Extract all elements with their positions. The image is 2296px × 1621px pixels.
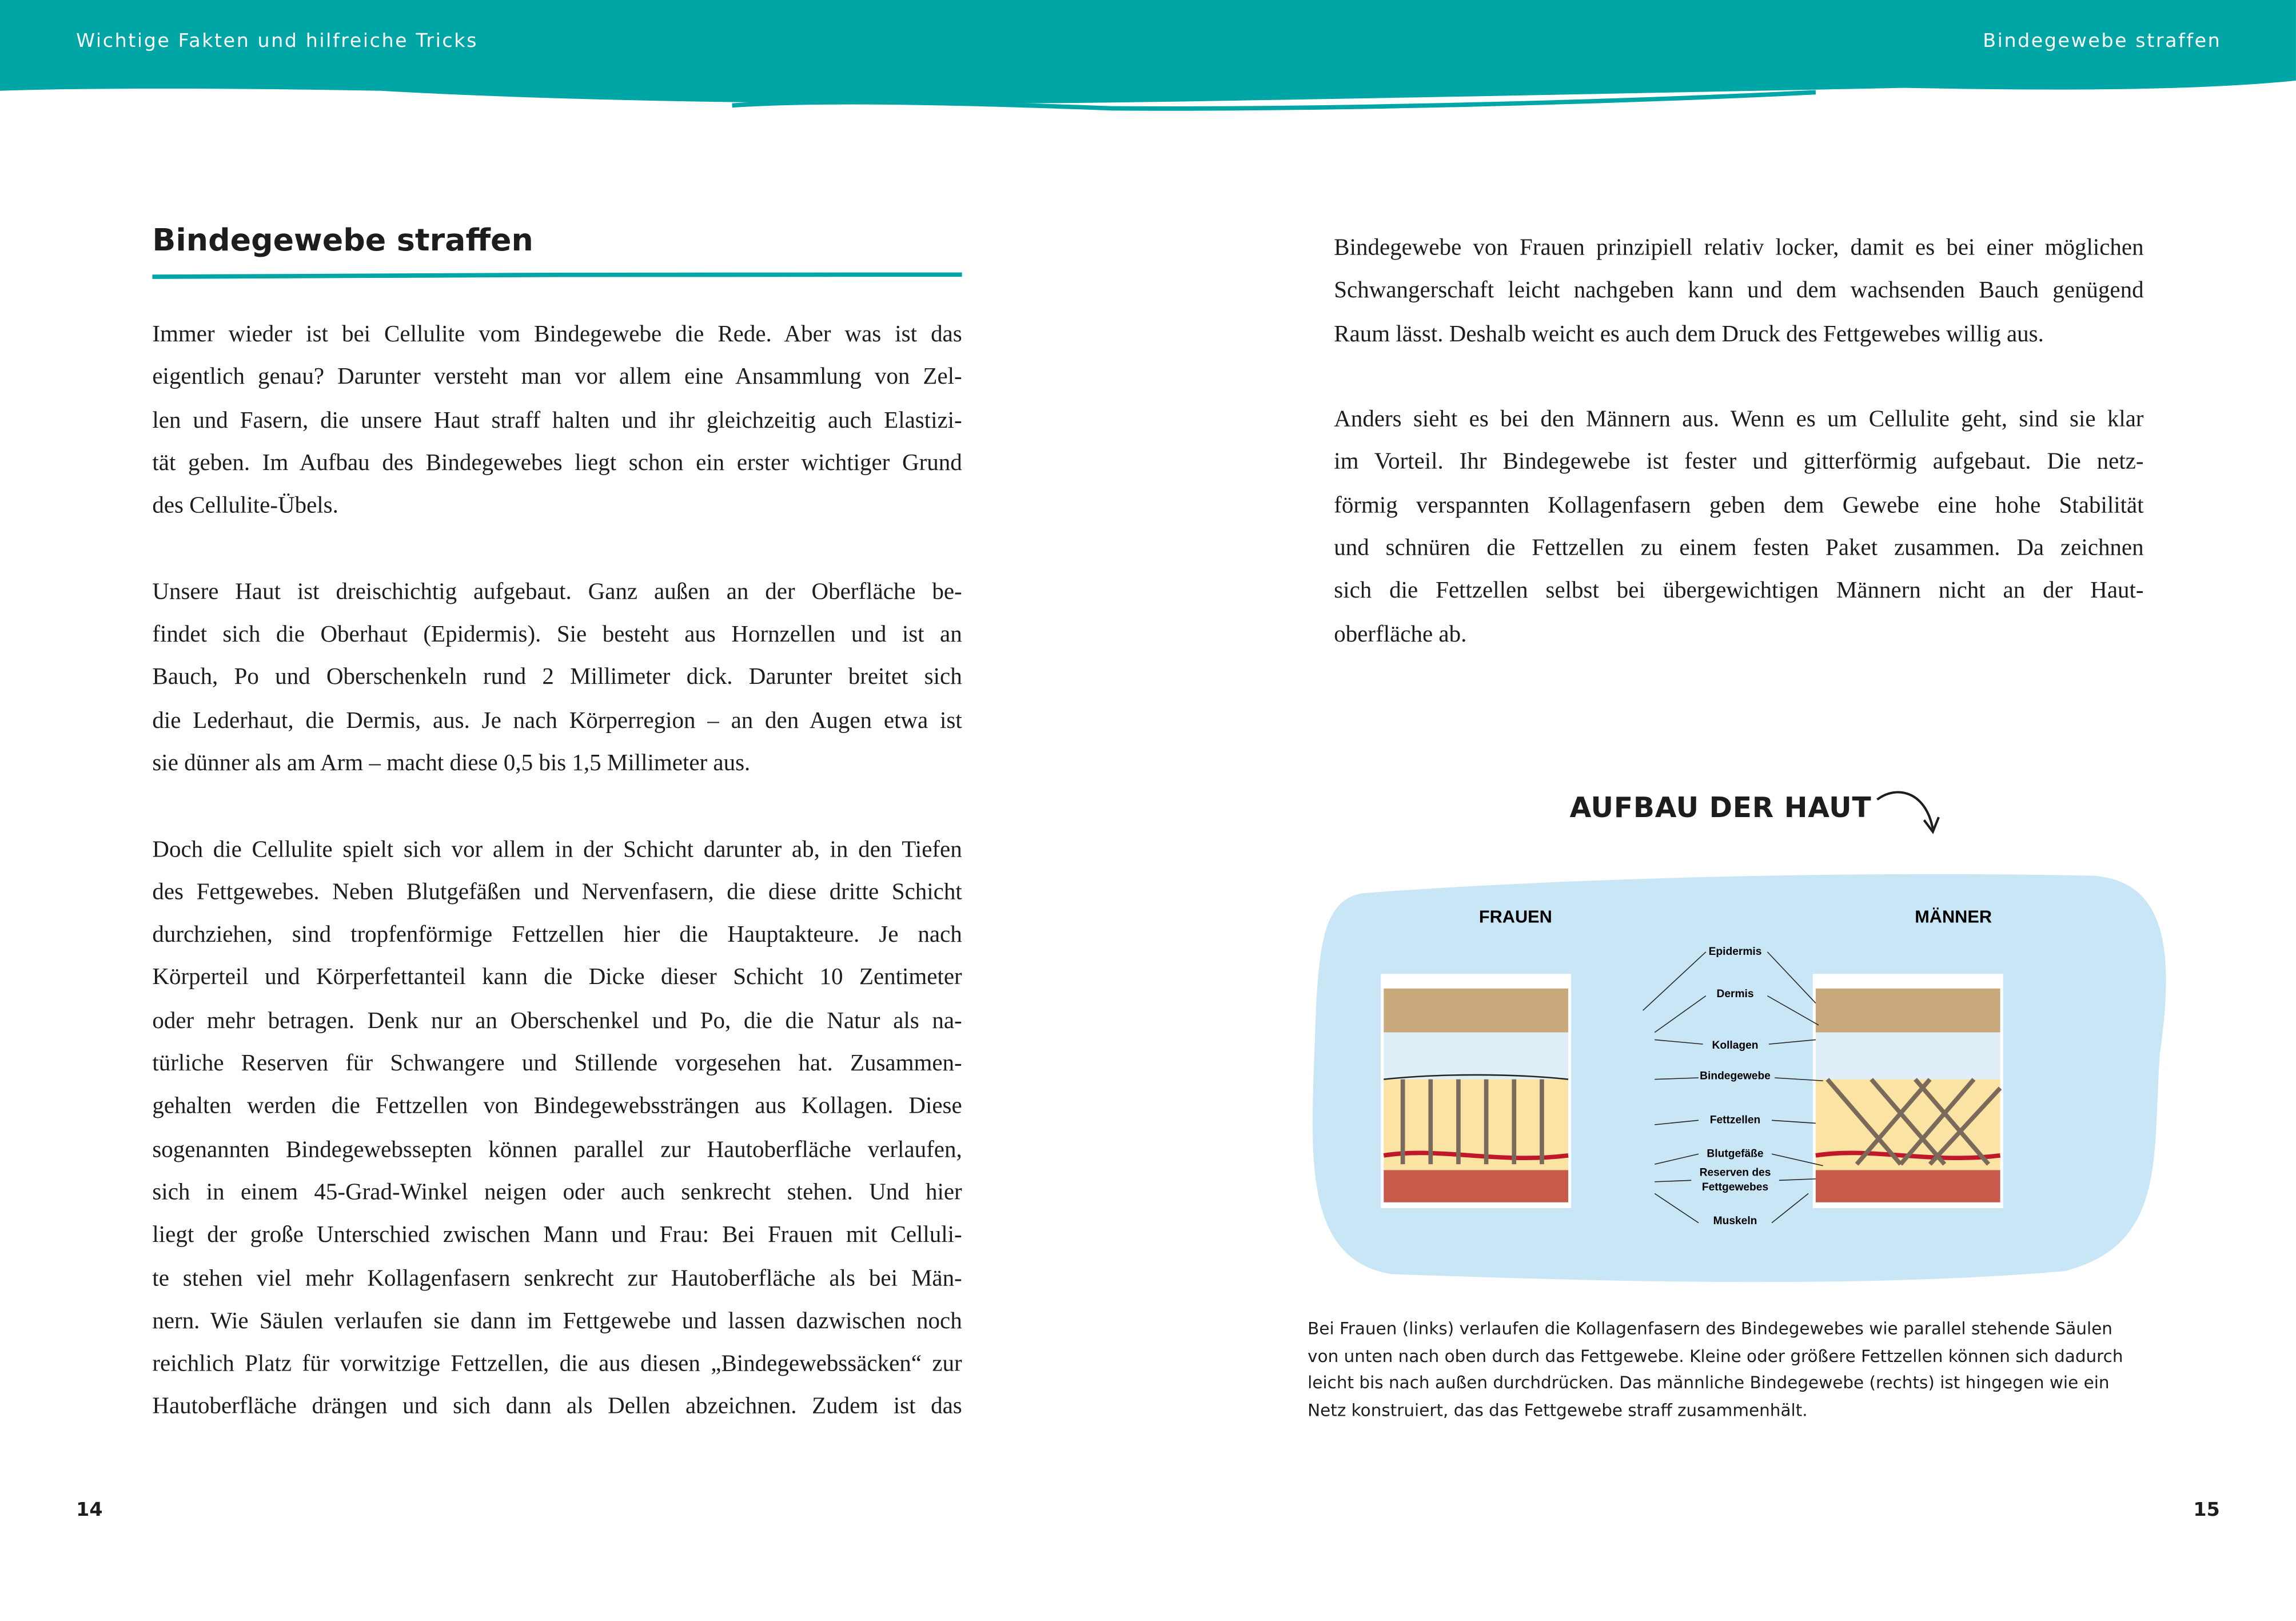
text-line: sie dünner als am Arm – macht diese 0,5 bis 1,5 Millimeter aus. [152, 751, 751, 776]
text-line: tät geben. Im Aufbau des Bindegewebes liegt schon ein erster wichtiger Grund [152, 451, 962, 476]
text-line: findet sich die Oberhaut (Epidermis). Sie besteht aus Hornzellen und ist an [152, 622, 962, 648]
running-head-left: Wichtige Fakten und hilfreiche Tricks [76, 30, 479, 53]
text-line: sich die Fettzellen selbst bei übergewichtigen Männern nicht an der Haut- [1334, 579, 2144, 604]
text-line: förmig verspannten Kollagenfasern geben dem Gewebe eine hohe Stabilität [1334, 493, 2144, 519]
layer-label-bindegewebe: Bindegewebe [1700, 1070, 1771, 1082]
text-line: liegt der große Unterschied zwischen Mann und Frau: Bei Frauen mit Celluli- [152, 1223, 962, 1248]
text-line: Anders sieht es bei den Männern aus. Wenn es um Cellulite geht, sind sie klar [1334, 407, 2144, 433]
layer-label-reserven-1: Reserven des [1699, 1166, 1771, 1179]
text-line: oberfläche ab. [1334, 622, 1467, 647]
label-women: FRAUEN [1478, 906, 1552, 927]
right-body-text [1334, 227, 2143, 699]
text-line: Unsere Haut ist dreischichtig aufgebaut. Ganz außen an der Oberfläche be- [152, 579, 962, 605]
text-line: die Lederhaut, die Dermis, aus. Je nach Körperregion – an den Augen etwa ist [152, 708, 962, 734]
text-line: Raum lässt. Deshalb weicht es auch dem Druck des Fettgewebes willig aus. [1334, 321, 2044, 346]
text-line: oder mehr betragen. Denk nur an Oberschenkel und Po, die die Natur als na- [152, 1009, 962, 1034]
text-line: Immer wieder ist bei Cellulite vom Bindegewebe die Rede. Aber was ist das [152, 322, 962, 348]
text-line: gehalten werden die Fettzellen von Bindegewebssträngen aus Kollagen. Diese [152, 1094, 962, 1120]
paragraph [1334, 227, 2143, 356]
figure-caption: Bei Frauen (links) verlaufen die Kollagenfasern des Bindegewebes wie parallel stehende Säulen von unten nach oben durch das Fettgewebe. Kleine oder größere Fettzellen können sich dadurch leicht bis nach außen durchdrücken. Das männliche Bindegewebe (rechts) ist hingegen wie ein Netz konstruiert, das das Fettgewebe straff zusammenhält. [1308, 1318, 2123, 1420]
layer-label-muskeln: Muskeln [1713, 1215, 1757, 1228]
page-number-left: 14 [76, 1499, 103, 1522]
section-heading: Bindegewebe straffen [152, 222, 533, 258]
text-line: sich in einem 45-Grad-Winkel neigen oder auch senkrecht stehen. Und hier [152, 1180, 962, 1205]
text-line: des Fettgewebes. Neben Blutgefäßen und Nervenfasern, die diese dritte Schicht [152, 879, 962, 905]
arrow-icon [1874, 788, 1944, 841]
running-head-right: Bindegewebe straffen [1983, 30, 2222, 53]
text-line: reichlich Platz für vorwitzige Fettzellen, die aus diesen „Bindegewebssäcken“ zur [152, 1352, 962, 1377]
text-line: nern. Wie Säulen verlaufen sie dann im Fettgewebe und lassen dazwischen noch [152, 1309, 962, 1334]
paragraph [152, 313, 962, 528]
paragraph [152, 571, 962, 785]
layer-label-fettzellen: Fettzellen [1709, 1114, 1761, 1126]
text-line: türliche Reserven für Schwangere und Stillende vorgesehen hat. Zusammen- [152, 1052, 962, 1077]
text-line: im Vorteil. Ihr Bindegewebe ist fester und gitterförmig aufgebaut. Die netz- [1334, 450, 2144, 476]
text-line: te stehen viel mehr Kollagenfasern senkrecht zur Hautoberfläche als bei Män- [152, 1266, 962, 1291]
layer-label-reserven-2: Fettgewebes [1701, 1181, 1769, 1194]
figure-title: AUFBAU DER HAUT [1569, 792, 1872, 825]
header-band [0, 0, 2296, 117]
text-line: Körperteil und Körperfettanteil kann die Dicke dieser Schicht 10 Zentimeter [152, 965, 962, 991]
text-line: Bauch, Po und Oberschenkeln rund 2 Millimeter dick. Darunter breitet sich [152, 665, 962, 691]
layer-label-dermis: Dermis [1716, 988, 1754, 1001]
label-men: MÄNNER [1915, 906, 1992, 927]
text-line: len und Fasern, die unsere Haut straff halten und ihr gleichzeitig auch Elastizi- [152, 408, 962, 433]
heading-underline [152, 272, 962, 280]
layer-label-epidermis: Epidermis [1708, 945, 1762, 958]
left-body-text [152, 313, 962, 1472]
text-line: Hautoberfläche drängen und sich dann als Dellen abzeichnen. Zudem ist das [152, 1395, 962, 1420]
text-line: durchziehen, sind tropfenförmige Fettzellen hier die Hauptakteure. Je nach [152, 922, 962, 948]
page-number-right: 15 [2193, 1499, 2220, 1522]
paragraph [1334, 399, 2143, 656]
text-line: sogenannten Bindegewebssepten können parallel zur Hautoberfläche verlaufen, [152, 1137, 962, 1162]
text-line: Bindegewebe von Frauen prinzipiell relativ locker, damit es bei einer möglichen [1334, 236, 2144, 261]
text-line: eigentlich genau? Darunter versteht man vor allem eine Ansammlung von Zel- [152, 365, 962, 391]
text-line: Schwangerschaft leicht nachgeben kann und dem wachsenden Bauch genügend [1334, 278, 2144, 304]
paragraph [152, 829, 962, 1429]
layer-label-kollagen: Kollagen [1712, 1039, 1759, 1052]
text-line: Doch die Cellulite spielt sich vor allem in der Schicht darunter ab, in den Tiefen [152, 837, 962, 862]
layer-label-blutgefaesse: Blutgefäße [1707, 1148, 1764, 1160]
text-line: des Cellulite-Übels. [152, 493, 338, 519]
text-line: und schnüren die Fettzellen zu einem festen Paket zusammen. Da zeichnen [1334, 536, 2144, 561]
skin-structure-diagram [1303, 864, 2167, 1289]
